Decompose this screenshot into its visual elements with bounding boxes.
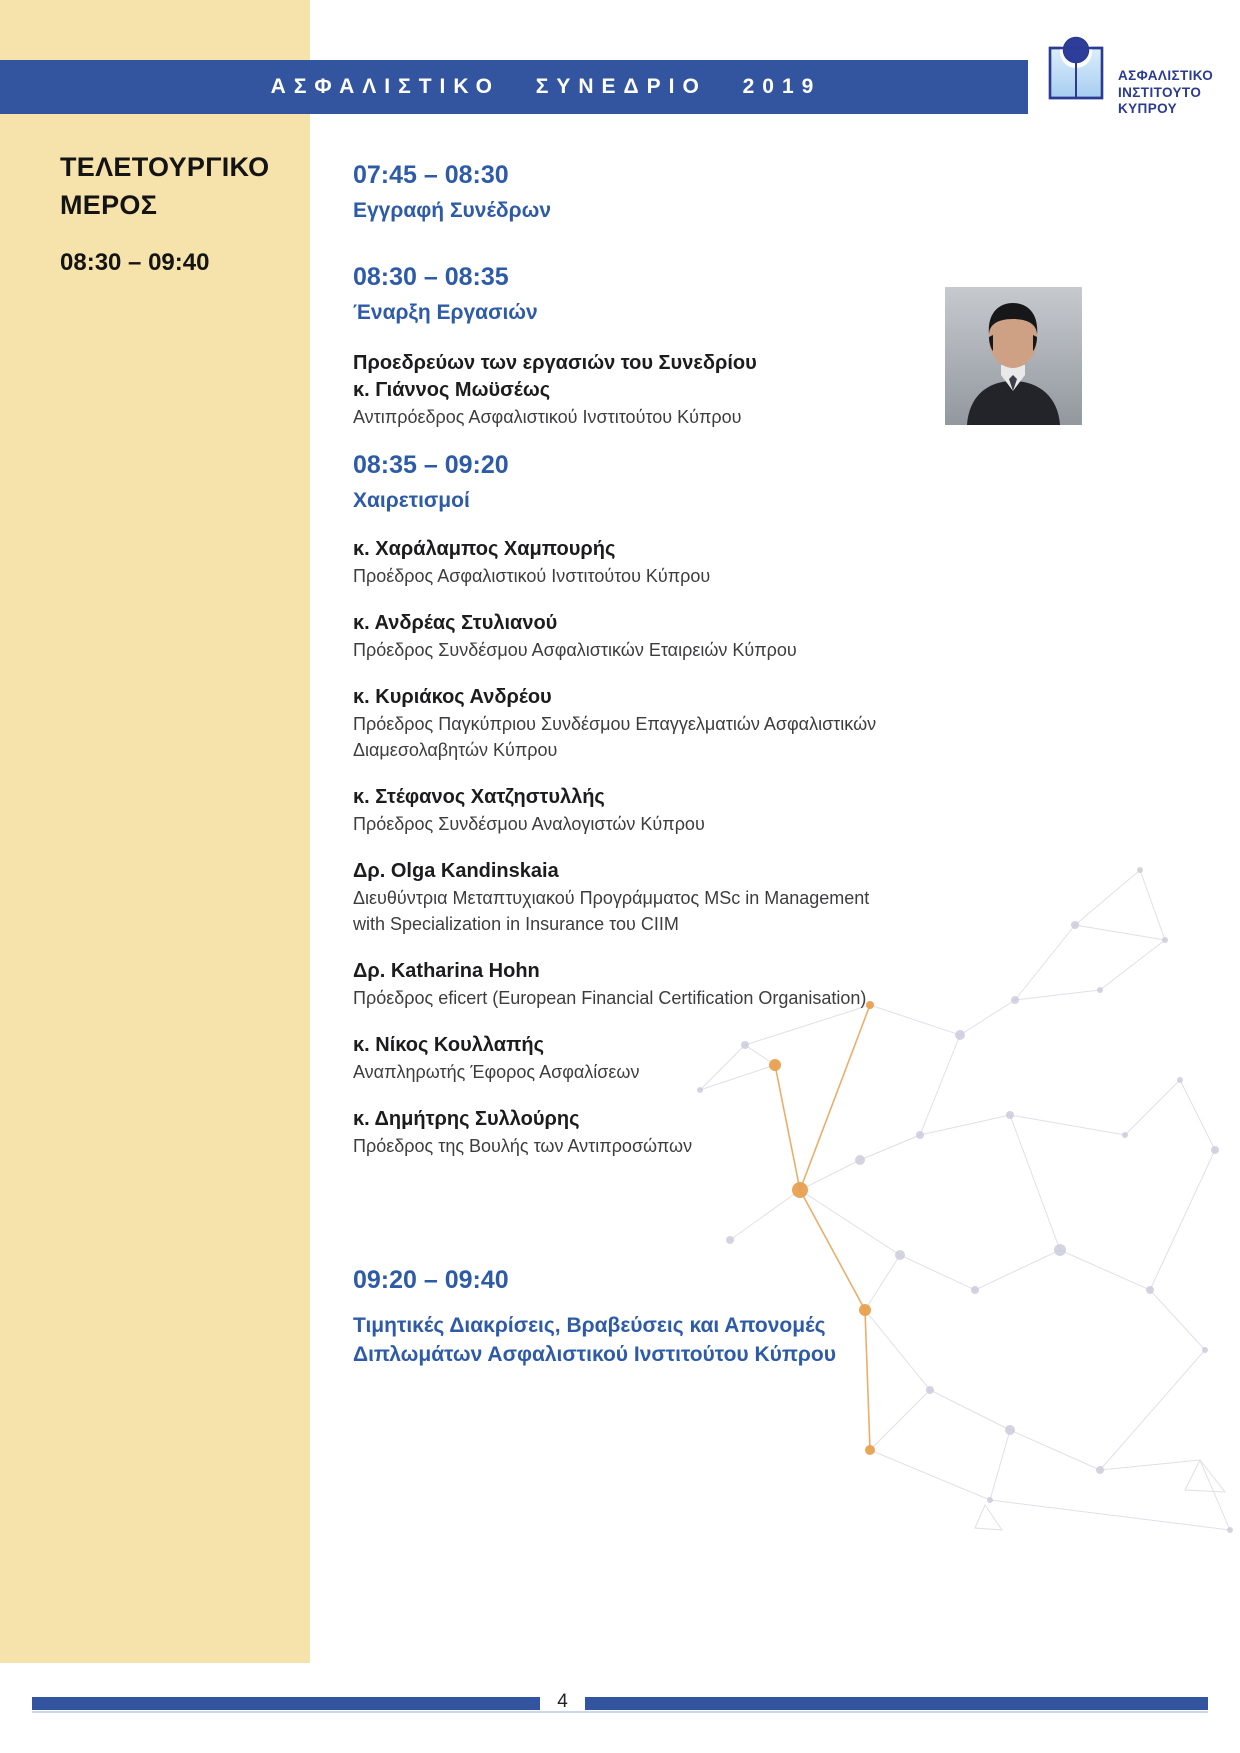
speaker-item xyxy=(353,784,898,837)
open-book-with-head-icon xyxy=(1046,36,1106,118)
insurance-institute-logo xyxy=(1046,36,1213,118)
speaker-item xyxy=(353,1106,898,1159)
speaker-role: Αναπληρωτής Έφορος Ασφαλίσεων xyxy=(353,1062,640,1082)
section-title: ΤΕΛΕΤΟΥΡΓΙΚΟ ΜΕΡΟΣ xyxy=(60,152,270,220)
footer-bar-right xyxy=(585,1697,1208,1710)
speaker-name: Δρ. Olga Kandinskaia xyxy=(353,860,559,882)
session-time-opening: 08:30 – 08:35 xyxy=(353,263,509,291)
speaker-item xyxy=(353,858,898,937)
session-title-opening: Έναρξη Εργασιών xyxy=(353,301,538,324)
chair-role: Αντιπρόεδρος Ασφαλιστικού Ινστιτούτου Κύπρου xyxy=(353,407,742,427)
conference-chair-block xyxy=(353,350,898,430)
speaker-photo xyxy=(945,287,1082,425)
speaker-role: Διευθύντρια Μεταπτυχιακού Προγράμματος MSc in Management with Specialization in Insurance του CIIM xyxy=(353,888,870,934)
speaker-name: κ. Στέφανος Χατζηστυλλής xyxy=(353,786,605,808)
speaker-name: Δρ. Katharina Hohn xyxy=(353,960,540,982)
speaker-item xyxy=(353,536,898,589)
session-title-greetings: Χαιρετισμοί xyxy=(353,489,470,512)
session-title-awards: Τιμητικές Διακρίσεις, Βραβεύσεις και Απονομές Διπλωμάτων Ασφαλιστικού Ινστιτούτου Κύπρου xyxy=(353,1314,836,1366)
session-time-awards: 09:20 – 09:40 xyxy=(353,1266,509,1294)
speaker-name: κ. Νίκος Κουλλαπής xyxy=(353,1034,544,1056)
header-banner xyxy=(0,60,1028,114)
greetings-speaker-list xyxy=(353,536,898,1159)
session-time-registration: 07:45 – 08:30 xyxy=(353,161,509,189)
footer-underline xyxy=(32,1711,1208,1713)
speaker-item xyxy=(353,958,898,1011)
footer-bar-left xyxy=(32,1697,540,1710)
speaker-role: Προέδρος Ασφαλιστικού Ινστιτούτου Κύπρου xyxy=(353,566,711,586)
speaker-name: κ. Ανδρέας Στυλιανού xyxy=(353,612,558,634)
banner-title: ΑΣΦΑΛΙΣΤΙΚΟ ΣΥΝΕΔΡΙΟ 2019 xyxy=(270,75,822,98)
speaker-name: κ. Κυριάκος Ανδρέου xyxy=(353,686,552,708)
speaker-role: Πρόεδρος Συνδέσμου Ασφαλιστικών Εταιρειών Κύπρου xyxy=(353,640,797,660)
section-time-range: 08:30 – 09:40 xyxy=(60,249,210,276)
session-time-greetings: 08:35 – 09:20 xyxy=(353,451,509,479)
speaker-role: Πρόεδρος της Βουλής των Αντιπροσώπων xyxy=(353,1136,693,1156)
speaker-item xyxy=(353,610,898,663)
speaker-item xyxy=(353,1032,898,1085)
awards-session-block xyxy=(353,1265,898,1369)
session-title-registration: Εγγραφή Συνέδρων xyxy=(353,199,552,222)
logo-text xyxy=(1118,68,1213,118)
logo-text-line2: ΙΝΣΤΙΤΟΥΤΟ xyxy=(1118,84,1202,100)
speaker-name: κ. Χαράλαμπος Χαμπουρής xyxy=(353,538,616,560)
page-number: 4 xyxy=(557,1691,568,1712)
logo-text-line1: ΑΣΦΑΛΙΣΤΙΚΟ xyxy=(1118,68,1214,83)
speaker-role: Πρόεδρος eficert (European Financial Certification Organisation) xyxy=(353,988,867,1008)
schedule-column xyxy=(353,160,898,1369)
logo-text-line3: ΚΥΠΡΟΥ xyxy=(1118,101,1178,116)
speaker-name: κ. Δημήτρης Συλλούρης xyxy=(353,1108,580,1130)
speaker-role: Πρόεδρος Παγκύπριου Συνδέσμου Επαγγελματιών Ασφαλιστικών Διαμεσολαβητών Κύπρου xyxy=(353,714,877,760)
speaker-item xyxy=(353,684,898,763)
speaker-role: Πρόεδρος Συνδέσμου Αναλογιστών Κύπρου xyxy=(353,814,705,834)
chair-label: Προεδρεύων των εργασιών του Συνεδρίου xyxy=(353,352,757,374)
chair-name: κ. Γιάννος Μωϋσέως xyxy=(353,379,551,401)
